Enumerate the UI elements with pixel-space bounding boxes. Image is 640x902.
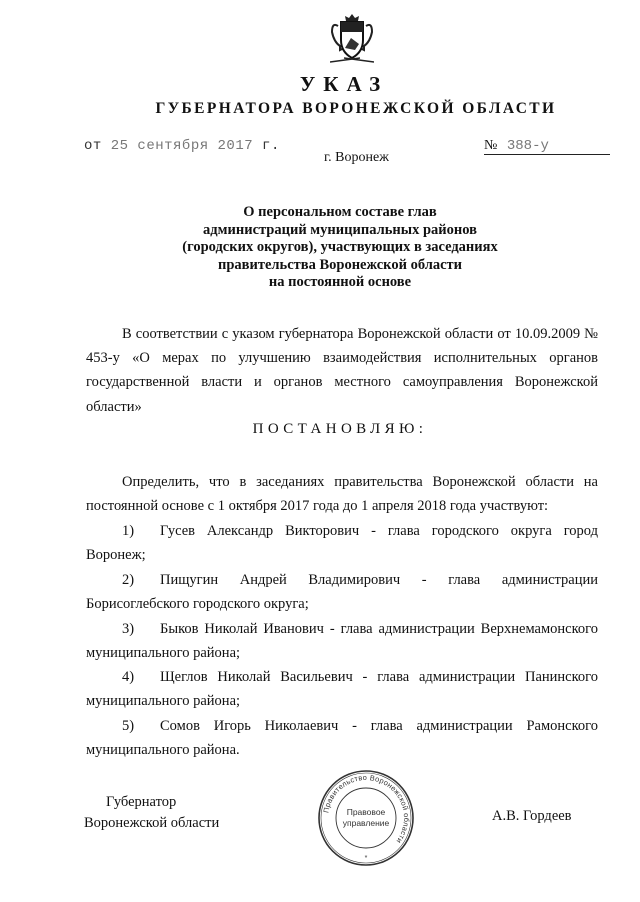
list-item (86, 714, 598, 762)
list-item-text: Сомов Игорь Николаевич - глава администрации Рамонского муниципального района. (86, 718, 598, 759)
signatory-name: А.В. Гордеев (492, 808, 572, 824)
number-label: № (484, 138, 498, 153)
signatory-title-line: Губернатор (106, 794, 177, 810)
list-item-text: Быков Николай Иванович - глава администрации Верхнемамонского муниципального района; (86, 621, 598, 662)
heading-line: (городских округов), участвующих в заседаниях (182, 239, 498, 256)
list-item-number: 2) (122, 572, 135, 588)
stamp-ring-text: Правительство Воронежской области (321, 772, 412, 846)
list-item (86, 617, 598, 665)
list-item-number: 4) (122, 669, 135, 685)
heading-line: на постоянной основе (268, 274, 412, 291)
document-heading (120, 204, 560, 292)
list-item (86, 568, 598, 616)
issuer-title: ГУБЕРНАТОРА ВОРОНЕЖСКОЙ ОБЛАСТИ (155, 100, 557, 117)
list-item-number: 1) (122, 523, 135, 539)
official-stamp (316, 768, 416, 868)
list-item (86, 519, 598, 567)
list-item (86, 665, 598, 713)
signatory-title (84, 792, 219, 834)
date-suffix: г. (262, 138, 280, 154)
stamp-center-line: Правовое (346, 807, 386, 817)
list-item-number: 3) (122, 621, 135, 637)
document-type-title: УКАЗ (299, 72, 389, 96)
coat-of-arms-icon (330, 12, 374, 64)
decree-word: ПОСТАНОВЛЯЮ: (252, 421, 428, 437)
heading-line: правительства Воронежской области (217, 256, 463, 273)
stamp-center-line: управление (342, 818, 390, 828)
document-date (84, 138, 280, 154)
preamble-paragraph: В соответствии с указом губернатора Воронежской области от 10.09.2009 № 453-у «О мерах по улучшению взаимодействия исполнительных органов государственной власти и органов местного самоуправления Воронежской области» (86, 326, 598, 415)
list-item-text: Пищугин Андрей Владимирович - глава администрации Борисоглебского городского округа; (86, 572, 598, 613)
heading-line: администраций муниципальных районов (203, 221, 477, 238)
intro-paragraph: Определить, что в заседаниях правительства Воронежской области на постоянной основе с 1 октября 2017 года до 1 апреля 2018 года участвуют: (86, 474, 598, 515)
list-item-text: Гусев Александр Викторович - глава городского округа город Воронеж; (86, 523, 598, 564)
signatory-title-line: Воронежской области (84, 815, 220, 831)
list-item-number: 5) (122, 718, 135, 734)
issue-city: г. Воронеж (324, 150, 389, 165)
date-value: 25 сентября 2017 (110, 138, 254, 154)
document-number (484, 138, 610, 155)
list-item-text: Щеглов Николай Васильевич - глава администрации Панинского муниципального района; (86, 669, 598, 710)
number-value: 388-у (506, 138, 549, 154)
date-prefix: от (84, 138, 102, 154)
heading-line: О персональном составе глав (243, 204, 437, 220)
stamp-star-icon: * (364, 855, 368, 862)
